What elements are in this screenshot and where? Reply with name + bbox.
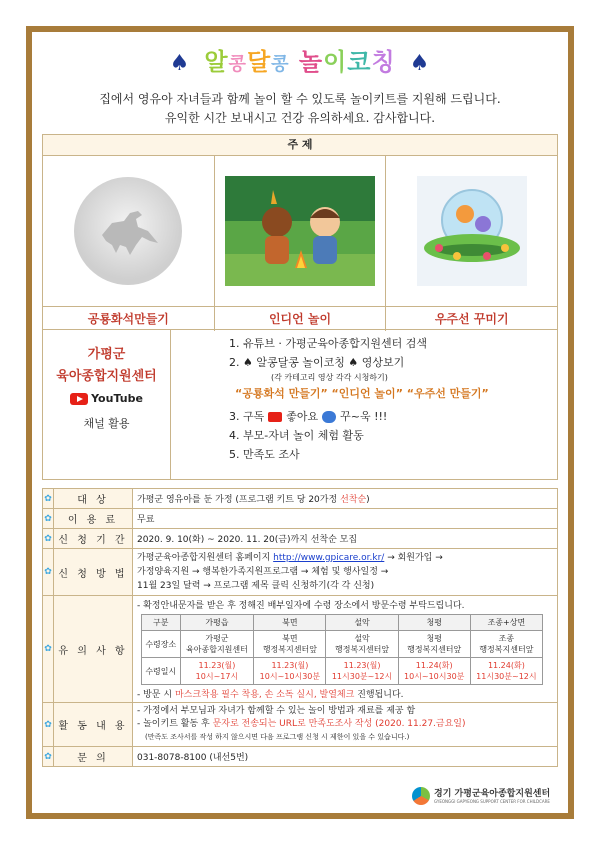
notes-bottom: [137, 687, 553, 700]
row-value: [133, 549, 558, 596]
row-value: [133, 489, 558, 509]
date-line: 11.24(화): [487, 661, 525, 670]
step-3: [229, 407, 557, 426]
date-line: 11.23(월): [271, 661, 309, 670]
pickup-place: [470, 631, 542, 658]
theme-label: 공룡화석만들기: [43, 307, 215, 331]
time-line: 10시~17시: [195, 672, 239, 681]
pickup-place: [180, 631, 254, 658]
time-line: 11시30분~12시: [476, 672, 537, 681]
info-table: [42, 488, 558, 767]
pickup-date: [398, 658, 470, 685]
activity-emphasis: 문자로 전송되는 URL로 만족도조사 작성 (2020. 11.27.금요일): [212, 719, 466, 729]
channel-steps: [171, 330, 557, 479]
date-line: 11.23(월): [343, 661, 381, 670]
method-text: → 회원가입 →: [387, 553, 443, 563]
page-title: [0, 42, 600, 77]
pickup-header: 구분: [142, 615, 181, 631]
center-logo-icon: [412, 787, 430, 805]
center-name-en: GYEONGGI GAPYEONG SUPPORT CENTER FOR CHILDCARE: [434, 798, 550, 804]
title-char: 콩: [271, 54, 290, 75]
notes-emphasis: 마스크착용 필수 착용, 손 소독 실시, 발열체크: [174, 690, 355, 700]
info-row-fee: [43, 509, 558, 529]
date-line: 11.23(월): [198, 661, 236, 670]
activity-line-3: (만족도 조사서를 작성 하지 않으시면 다음 프로그램 신청 시 제한이 있을 수 있습니다.): [145, 733, 410, 741]
video-titles: “공룡화석 만들기” “인디언 놀이” “우주선 만들기”: [235, 387, 489, 400]
youtube-logo: [70, 392, 143, 405]
target-first-come: 선착순: [340, 495, 367, 505]
pickup-header: 청평: [398, 615, 470, 631]
info-row-notes: [43, 596, 558, 703]
row-value: [133, 596, 558, 703]
intro-line-2: 유익한 시간 보내시고 건강 유의하세요. 감사합니다.: [164, 111, 436, 125]
pickup-row-label: 수령장소: [142, 631, 181, 658]
flower-icon: ✿: [43, 489, 54, 509]
center-logo: [412, 784, 558, 808]
title-char: 알: [204, 48, 229, 76]
dinosaur-fossil-image: [43, 156, 215, 306]
intro-line-1: 집에서 영유아 자녀들과 함께 놀이 할 수 있도록 놀이키트를 지원해 드립니다.: [99, 92, 501, 106]
title-char: 놀: [298, 48, 324, 76]
step-2-note: (각 카테고리 영상 각각 시청하기): [271, 373, 388, 382]
place-line: 행정복지센터앞: [407, 645, 462, 654]
row-label: 유 의 사 항: [54, 596, 133, 703]
title-char: 이: [323, 48, 348, 76]
pickup-date: [326, 658, 398, 685]
row-value: 031-8078-8100 (내선5번): [133, 747, 558, 767]
pickup-date: [180, 658, 254, 685]
step-3-text: 꾸~욱 !!!: [340, 410, 388, 423]
homepage-link[interactable]: http://www.gpicare.or.kr/: [273, 553, 385, 563]
info-row-activity: [43, 703, 558, 747]
flower-icon: ✿: [43, 529, 54, 549]
pickup-table: [141, 614, 543, 685]
step-1: 1. 유튜브 · 가평군육아종합지원센터 검색: [229, 337, 427, 350]
theme-label: 우주선 꾸미기: [434, 312, 509, 326]
place-line: 조종: [498, 634, 515, 643]
method-line-3: 11월 23일 달력 → 프로그램 제목 클릭 신청하기(각 각 신청): [137, 581, 375, 591]
step-5: 5. 만족도 조사: [229, 448, 300, 461]
pickup-date: [254, 658, 326, 685]
org-name: 가평군: [87, 347, 126, 362]
pickup-header: 가평읍: [180, 615, 254, 631]
time-line: 11시30분~12시: [331, 672, 393, 681]
flower-icon: ✿: [43, 509, 54, 529]
notes-text: 진행됩니다.: [357, 690, 404, 700]
pickup-date: [470, 658, 542, 685]
place-line: 설악: [354, 634, 370, 643]
target-text: 가평군 영유아를 둔 가정 (프로그램 키트 당 20가정: [137, 495, 338, 505]
place-line: 행정복지센터앞: [334, 645, 390, 654]
place-line: 북면: [282, 634, 298, 643]
spade-icon: ♠: [409, 51, 431, 76]
theme-label: 인디언 놀이: [215, 307, 387, 331]
title-char: 콩: [228, 54, 247, 75]
step-3-text: 3. 구독: [229, 410, 265, 423]
pickup-place: [254, 631, 326, 658]
step-3-text: 좋아요: [286, 410, 319, 423]
channel-usage: 채널 활용: [83, 416, 130, 430]
row-label: 대 상: [54, 489, 133, 509]
activity-line-1: - 가정에서 부모님과 자녀가 함께할 수 있는 놀이 방법과 재료를 제공 함: [137, 706, 416, 716]
like-icon: [322, 411, 336, 423]
method-text: 가평군육아종합지원센터 홈페이지: [137, 553, 271, 563]
pickup-place-row: [142, 631, 543, 658]
info-row-target: [43, 489, 558, 509]
theme-table: [42, 134, 558, 330]
row-value: [133, 703, 558, 747]
activity-text: - 놀이키트 활동 후: [137, 719, 210, 729]
subscribe-icon: [268, 412, 282, 422]
target-end: ): [366, 495, 370, 505]
row-label: 이 용 료: [54, 509, 133, 529]
pickup-row-label: 수령일시: [142, 658, 181, 685]
info-row-method: [43, 549, 558, 596]
method-line-2: 가정양육지원 → 행복한가족지원프로그램 → 체험 및 행사일정 →: [137, 567, 389, 577]
place-line: 행정복지센터앞: [479, 645, 534, 654]
date-line: 11.24(화): [415, 661, 453, 670]
pickup-header-row: [142, 615, 543, 631]
spade-icon: ♠: [169, 51, 191, 76]
org-name: 육아종합지원센터: [56, 369, 157, 384]
notes-top: - 확정안내문자를 받은 후 정해진 배부일자에 수령 장소에서 방문수령 부탁드립니다.: [137, 601, 465, 611]
pickup-place: [398, 631, 470, 658]
channel-section: [42, 330, 558, 480]
title-char: 칭: [371, 48, 396, 76]
step-4: 4. 부모-자녀 놀이 체험 활동: [229, 429, 364, 442]
time-line: 10시~10시30분: [259, 672, 321, 681]
place-line: 청평: [426, 634, 442, 643]
flower-icon: ✿: [43, 596, 54, 703]
title-char: 코: [347, 48, 372, 76]
theme-header: 주 제: [43, 135, 557, 156]
step-2: 2. ♠ 알콩달콩 놀이코칭 ♠ 영상보기: [229, 356, 405, 369]
title-char: [290, 48, 299, 76]
pickup-header: 북면: [254, 615, 326, 631]
pickup-place: [326, 631, 398, 658]
channel-org: [43, 330, 171, 479]
row-value: 2020. 9. 10(화) ~ 2020. 11. 20(금)까지 선착순 모집: [133, 529, 558, 549]
title-char: 달: [246, 48, 272, 76]
info-row-period: [43, 529, 558, 549]
place-line: 가평군: [205, 634, 229, 643]
pickup-header: 조종+상면: [470, 615, 542, 631]
center-name: 경기 가평군육아종합지원센터: [434, 788, 551, 799]
row-label: 문 의: [54, 747, 133, 767]
flower-icon: ✿: [43, 703, 54, 747]
indian-play-image: [215, 156, 387, 306]
row-label: 신 청 방 법: [54, 549, 133, 596]
row-label: 신 청 기 간: [54, 529, 133, 549]
activity-line-2: [137, 718, 553, 731]
youtube-icon: [70, 393, 88, 405]
pickup-header: 설악: [326, 615, 398, 631]
time-line: 10시~10시30분: [403, 672, 465, 681]
pickup-date-row: [142, 658, 543, 685]
place-line: 행정복지센터앞: [262, 645, 317, 654]
row-label: 활 동 내 용: [54, 703, 133, 747]
spaceship-image: [386, 156, 557, 306]
flower-icon: ✿: [43, 549, 54, 596]
row-value: 무료: [133, 509, 558, 529]
youtube-wordmark: YouTube: [91, 392, 143, 405]
info-row-contact: [43, 747, 558, 767]
flower-icon: ✿: [43, 747, 54, 767]
method-line-1: [137, 551, 553, 565]
notes-text: - 방문 시: [137, 690, 173, 700]
place-line: 육아종합지원센터: [186, 645, 248, 654]
